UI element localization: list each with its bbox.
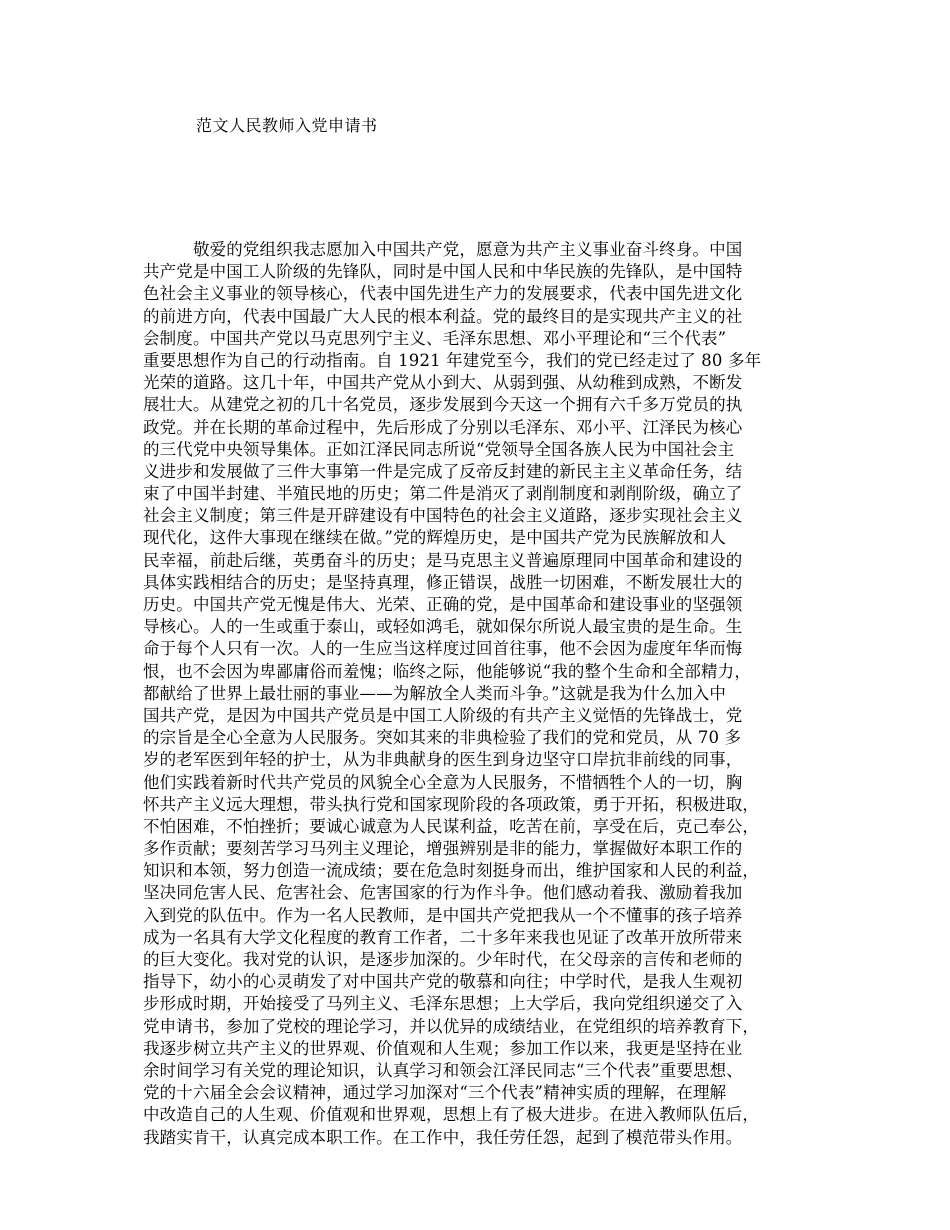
- body-line: 步形成时期，开始接受了马列主义、毛泽东思想；上大学后，我向党组织递交了入: [143, 994, 743, 1014]
- body-line: 岁的老军医到年轻的护士，从为非典献身的医生到身边坚守口岸抗非前线的同事，: [143, 750, 743, 770]
- body-line: 国共产党，是因为中国共产党员是中国工人阶级的有共产主义觉悟的先锋战士，党: [143, 705, 743, 725]
- body-line: 具体实践相结合的历史；是坚持真理，修正错误，战胜一切困难，不断发展壮大的: [143, 572, 743, 592]
- body-line: 民幸福，前赴后继，英勇奋斗的历史；是马克思主义普遍原理同中国革命和建设的: [143, 550, 743, 570]
- body-line: 都献给了世界上最壮丽的事业——为解放全人类而斗争。”这就是我为什么加入中: [143, 683, 727, 703]
- body-line: 色社会主义事业的领导核心，代表中国先进生产力的发展要求，代表中国先进文化: [143, 284, 743, 304]
- body-line: 命于每个人只有一次。人的一生应当这样度过回首往事，他不会因为虚度年华而悔: [143, 639, 743, 659]
- body-line: 多作贡献；要刻苦学习马列主义理论，增强辨别是非的能力，掌握做好本职工作的: [143, 839, 743, 859]
- document-body: [143, 239, 823, 1149]
- body-line: 的巨大变化。我对党的认识，是逐步加深的。少年时代，在父母亲的言传和老师的: [143, 950, 743, 969]
- body-line: 余时间学习有关党的理论知识，认真学习和领会江泽民同志“三个代表”重要思想、: [143, 1060, 743, 1080]
- body-line: 敬爱的党组织我志愿加入中国共产党，愿意为共产主义事业奋斗终身。中国: [143, 240, 743, 259]
- body-line: 展壮大。从建党之初的几十名党员，逐步发展到今天这一个拥有六千多万党员的执: [143, 395, 743, 415]
- body-line: 知识和本领，努力创造一流成绩；要在危急时刻挺身而出，维护国家和人民的利益，: [143, 861, 760, 881]
- body-line: 现代化，这件大事现在继续在做。”党的辉煌历史，是中国共产党为民族解放和人: [143, 528, 727, 548]
- body-line: 束了中国半封建、半殖民地的历史；第二件是消灭了剥削制度和剥削阶级，确立了: [143, 484, 743, 504]
- body-line: 他们实践着新时代共产党员的风貌全心全意为人民服务，不惜牺牲个人的一切，胸: [143, 772, 743, 792]
- body-line: 历史。中国共产党无愧是伟大、光荣、正确的党，是中国革命和建设事业的坚强领: [143, 595, 743, 614]
- body-line: 重要思想作为自己的行动指南。自 1921 年建党至今，我们的党已经走过了 80 多年: [143, 350, 762, 370]
- document-title: 范文人民教师入党申请书: [196, 116, 378, 135]
- body-line: 导核心。人的一生或重于泰山，或轻如鸿毛，就如保尔所说人最宝贵的是生命。生: [143, 617, 743, 637]
- body-line: 中改造自己的人生观、价值观和世界观，思想上有了极大进步。在进入教师队伍后，: [143, 1105, 760, 1125]
- body-line: 义进步和发展做了三件大事第一件是完成了反帝反封建的新民主主义革命任务，结: [143, 461, 743, 481]
- body-line: 怀共产主义远大理想，带头执行党和国家现阶段的各项政策，勇于开拓，积极进取，: [143, 794, 760, 814]
- body-line: 入到党的队伍中。作为一名人民教师，是中国共产党把我从一个不懂事的孩子培养: [143, 905, 743, 925]
- body-line: 党的十六届全会会议精神，通过学习加深对“三个代表”精神实质的理解，在理解: [143, 1083, 727, 1103]
- body-line: 光荣的道路。这几十年，中国共产党从小到大、从弱到强、从幼稚到成熟，不断发: [143, 373, 743, 393]
- body-line: 成为一名具有大学文化程度的教育工作者，二十多年来我也见证了改革开放所带来: [143, 927, 743, 947]
- body-line: 社会主义制度；第三件是开辟建设有中国特色的社会主义道路，逐步实现社会主义: [143, 506, 743, 526]
- body-line: 恨，也不会因为卑鄙庸俗而羞愧；临终之际，他能够说“我的整个生命和全部精力，: [143, 661, 751, 681]
- body-line: 坚决同危害人民、危害社会、危害国家的行为作斗争。他们感动着我、激励着我加: [143, 883, 743, 903]
- body-line: 不怕困难，不怕挫折；要诚心诚意为人民谋利益，吃苦在前，享受在后，克己奉公，: [143, 816, 760, 836]
- body-line: 我踏实肯干，认真完成本职工作。在工作中，我任劳任怨，起到了模范带头作用。: [143, 1127, 743, 1147]
- body-line: 的前进方向，代表中国最广大人民的根本利益。党的最终目的是实现共产主义的社: [143, 306, 743, 326]
- body-line: 会制度。中国共产党以马克思列宁主义、毛泽东思想、邓小平理论和“三个代表”: [143, 328, 727, 348]
- body-line: 的三代党中央领导集体。正如江泽民同志所说“党领导全国各族人民为中国社会主: [143, 439, 735, 459]
- body-line: 我逐步树立共产主义的世界观、价值观和人生观；参加工作以来，我更是坚持在业: [143, 1038, 743, 1058]
- body-line: 党申请书，参加了党校的理论学习，并以优异的成绩结业，在党组织的培养教育下，: [143, 1016, 760, 1036]
- body-line: 的宗旨是全心全意为人民服务。突如其来的非典检验了我们的党和党员，从 70 多: [143, 728, 742, 748]
- body-line: 共产党是中国工人阶级的先锋队，同时是中国人民和中华民族的先锋队，是中国特: [143, 262, 743, 282]
- body-line: 指导下，幼小的心灵萌发了对中国共产党的敬慕和向往；中学时代，是我人生观初: [143, 972, 743, 992]
- body-line: 政党。并在长期的革命过程中，先后形成了分别以毛泽东、邓小平、江泽民为核心: [143, 417, 743, 437]
